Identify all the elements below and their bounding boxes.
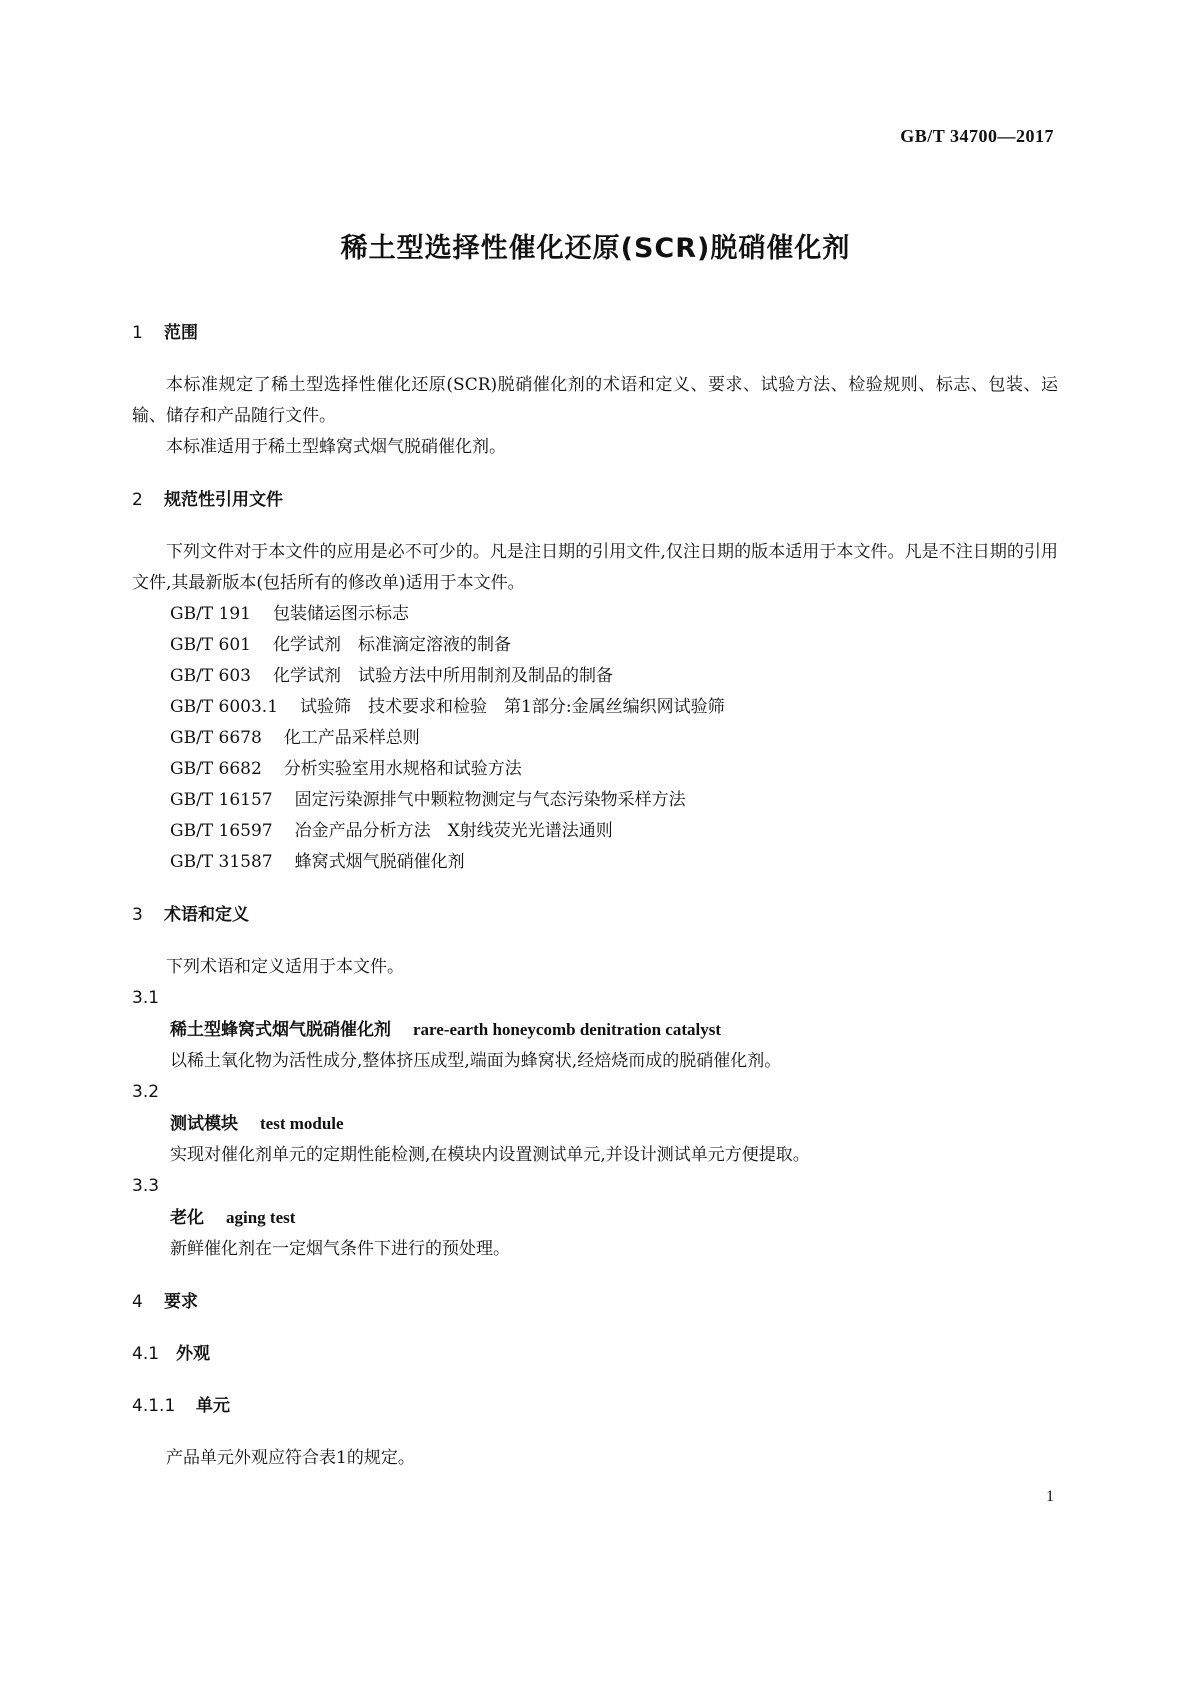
subsection-heading bbox=[132, 1339, 1058, 1369]
reference-item bbox=[132, 692, 1058, 723]
term-definition: 实现对催化剂单元的定期性能检测,在模块内设置测试单元,并设计测试单元方便提取。 bbox=[170, 1145, 810, 1165]
reference-item bbox=[132, 816, 1058, 847]
section-number: 1 bbox=[132, 323, 143, 343]
document-body bbox=[132, 318, 1058, 1474]
subsection-number: 4.1 bbox=[132, 1344, 160, 1364]
section-heading-4 bbox=[132, 1287, 1058, 1317]
reference-item bbox=[132, 723, 1058, 754]
term-definition: 以稀土氧化物为活性成分,整体挤压成型,端面为蜂窝状,经焙烧而成的脱硝催化剂。 bbox=[170, 1051, 782, 1071]
reference-title: 包装储运图示标志 bbox=[273, 604, 409, 624]
subsubsection-title: 单元 bbox=[196, 1396, 230, 1416]
paragraph: 下列术语和定义适用于本文件。 bbox=[166, 957, 404, 977]
paragraph: 下列文件对于本文件的应用是必不可少的。凡是注日期的引用文件,仅注日期的版本适用于本文件。凡是不注日期的引用文件,其最新版本(包括所有的修改单)适用于本文件。 bbox=[132, 542, 1058, 593]
reference-code: GB/T 601 bbox=[170, 635, 251, 655]
term-name-zh: 老化 bbox=[170, 1208, 204, 1228]
reference-code: GB/T 6682 bbox=[170, 759, 262, 779]
reference-code: GB/T 6003.1 bbox=[170, 697, 279, 717]
reference-title: 固定污染源排气中颗粒物测定与气态污染物采样方法 bbox=[294, 790, 686, 810]
section-heading-2 bbox=[132, 485, 1058, 515]
reference-item bbox=[132, 599, 1058, 630]
reference-title: 化学试剂 试验方法中所用制剂及制品的制备 bbox=[273, 666, 613, 686]
reference-title: 化工产品采样总则 bbox=[283, 728, 420, 748]
term-number: 3.2 bbox=[132, 1082, 160, 1102]
page-number: 1 bbox=[1046, 1488, 1054, 1505]
reference-title: 化学试剂 标准滴定溶液的制备 bbox=[273, 635, 511, 655]
reference-title: 分析实验室用水规格和试验方法 bbox=[283, 759, 522, 779]
reference-code: GB/T 31587 bbox=[170, 852, 273, 872]
term-name-en: aging test bbox=[226, 1208, 296, 1227]
section-title: 范围 bbox=[164, 323, 198, 343]
subsubsection-heading bbox=[132, 1391, 1058, 1421]
paragraph: 本标准规定了稀土型选择性催化还原(SCR)脱硝催化剂的术语和定义、要求、试验方法、检验规则、标志、包装、运输、储存和产品随行文件。 bbox=[132, 375, 1058, 426]
reference-item bbox=[132, 847, 1058, 878]
term-name bbox=[132, 1108, 1058, 1140]
reference-title: 冶金产品分析方法 X射线荧光光谱法通则 bbox=[294, 821, 613, 841]
reference-code: GB/T 16597 bbox=[170, 821, 273, 841]
term-name-en: test module bbox=[260, 1114, 344, 1133]
section-title: 术语和定义 bbox=[164, 905, 249, 925]
section-heading-3 bbox=[132, 900, 1058, 930]
term-name-en: rare-earth honeycomb denitration catalyst bbox=[413, 1020, 721, 1039]
reference-code: GB/T 16157 bbox=[170, 790, 273, 810]
reference-code: GB/T 603 bbox=[170, 666, 251, 686]
reference-code: GB/T 191 bbox=[170, 604, 251, 624]
document-title: 稀土型选择性催化还原(SCR)脱硝催化剂 bbox=[340, 233, 851, 264]
reference-title: 试验筛 技术要求和检验 第1部分:金属丝编织网试验筛 bbox=[300, 697, 725, 717]
subsubsection-number: 4.1.1 bbox=[132, 1396, 176, 1416]
section-number: 4 bbox=[132, 1292, 143, 1312]
reference-item bbox=[132, 630, 1058, 661]
reference-item bbox=[132, 785, 1058, 816]
term-name bbox=[132, 1014, 1058, 1046]
paragraph: 产品单元外观应符合表1的规定。 bbox=[166, 1448, 415, 1468]
term-definition: 新鲜催化剂在一定烟气条件下进行的预处理。 bbox=[170, 1239, 510, 1259]
term-name bbox=[132, 1202, 1058, 1234]
standard-code: GB/T 34700—2017 bbox=[900, 126, 1054, 146]
section-number: 2 bbox=[132, 490, 143, 510]
reference-item bbox=[132, 754, 1058, 785]
section-title: 规范性引用文件 bbox=[164, 490, 283, 510]
term-number: 3.3 bbox=[132, 1176, 160, 1196]
section-title: 要求 bbox=[164, 1292, 198, 1312]
section-heading-1 bbox=[132, 318, 1058, 348]
term-name-zh: 测试模块 bbox=[170, 1114, 238, 1134]
term-number: 3.1 bbox=[132, 988, 160, 1008]
term-name-zh: 稀土型蜂窝式烟气脱硝催化剂 bbox=[170, 1020, 391, 1040]
subsection-title: 外观 bbox=[176, 1344, 210, 1364]
reference-title: 蜂窝式烟气脱硝催化剂 bbox=[294, 852, 465, 872]
reference-item bbox=[132, 661, 1058, 692]
section-number: 3 bbox=[132, 905, 143, 925]
paragraph: 本标准适用于稀土型蜂窝式烟气脱硝催化剂。 bbox=[166, 437, 506, 457]
reference-code: GB/T 6678 bbox=[170, 728, 262, 748]
